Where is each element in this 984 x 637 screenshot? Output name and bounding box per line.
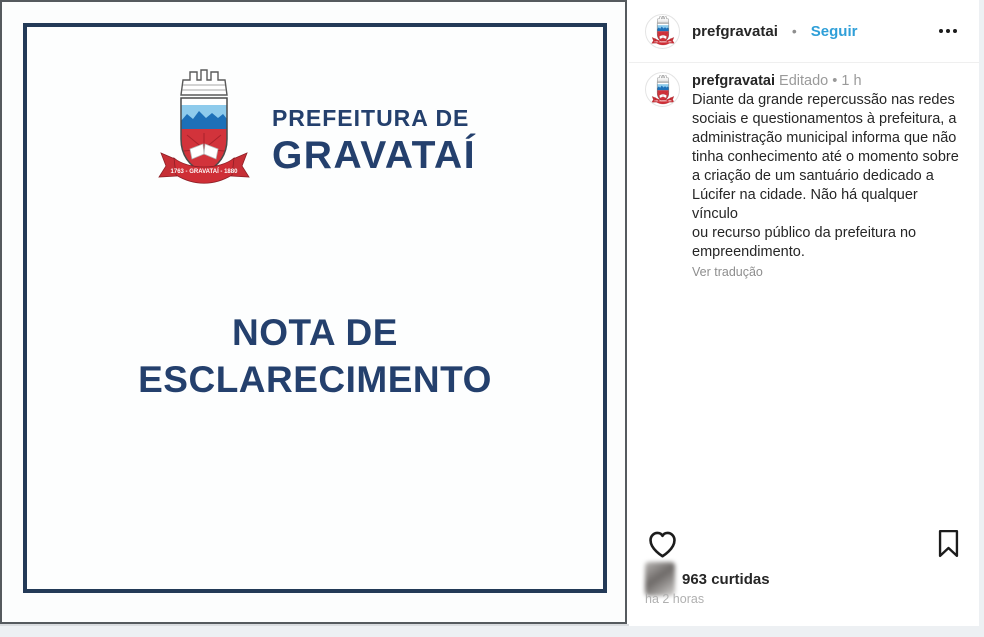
caption-line: Diante da grande repercussão nas redes [692,92,955,108]
like-button[interactable] [646,528,679,564]
post-details-panel [629,0,979,626]
caption-line: a criação de um santuário dedicado a [692,168,934,184]
likes-count[interactable]: 963 curtidas [682,570,770,588]
image-border-frame [23,23,607,593]
org-name-line2: GRAVATAÍ [271,133,477,177]
avatar-crest-icon [650,14,676,48]
caption-username-link[interactable]: prefgravatai [692,73,776,89]
action-bar [646,528,962,564]
bookmark-icon [935,528,962,559]
likes-row [645,562,770,596]
note-title [27,309,603,403]
more-options-button[interactable] [937,23,959,39]
post-header [629,0,979,63]
header-separator: • [791,23,797,39]
profile-avatar[interactable] [645,14,680,49]
prefeitura-logo [27,61,603,195]
see-translation-link[interactable]: Ver tradução [692,265,763,279]
heart-icon [646,528,679,561]
caption-line: tinha conhecimento até o momento sobre [692,149,959,165]
caption-line: ou recurso público da prefeitura no [692,225,917,241]
edited-badge: Editado [779,73,829,89]
caption-text [692,91,963,262]
caption-line: Lúcifer na cidade. Não há qualquer vínculo [692,187,918,222]
org-name-line1: PREFEITURA DE [271,104,470,131]
caption-line: administração municipal informa que não [692,130,957,146]
blurred-liker-avatar [645,562,675,596]
gravatai-coat-of-arms-icon [154,61,254,195]
caption-meta [692,72,963,91]
avatar-crest-icon [650,73,676,107]
follow-button[interactable]: Seguir [810,22,858,40]
caption-line: sociais e questionamentos à prefeitura, a [692,111,957,127]
note-title-line1: NOTA DE [232,312,398,353]
caption-avatar[interactable] [645,72,680,107]
timestamp: há 2 horas [645,592,705,606]
post-age: 1 h [841,73,862,89]
meta-dot: • [832,73,838,89]
username-link[interactable]: prefgravatai [692,22,778,40]
caption-line: empreendimento. [692,244,805,260]
caption-section [629,72,979,279]
save-button[interactable] [935,528,962,562]
note-title-line2: ESCLARECIMENTO [138,359,492,400]
